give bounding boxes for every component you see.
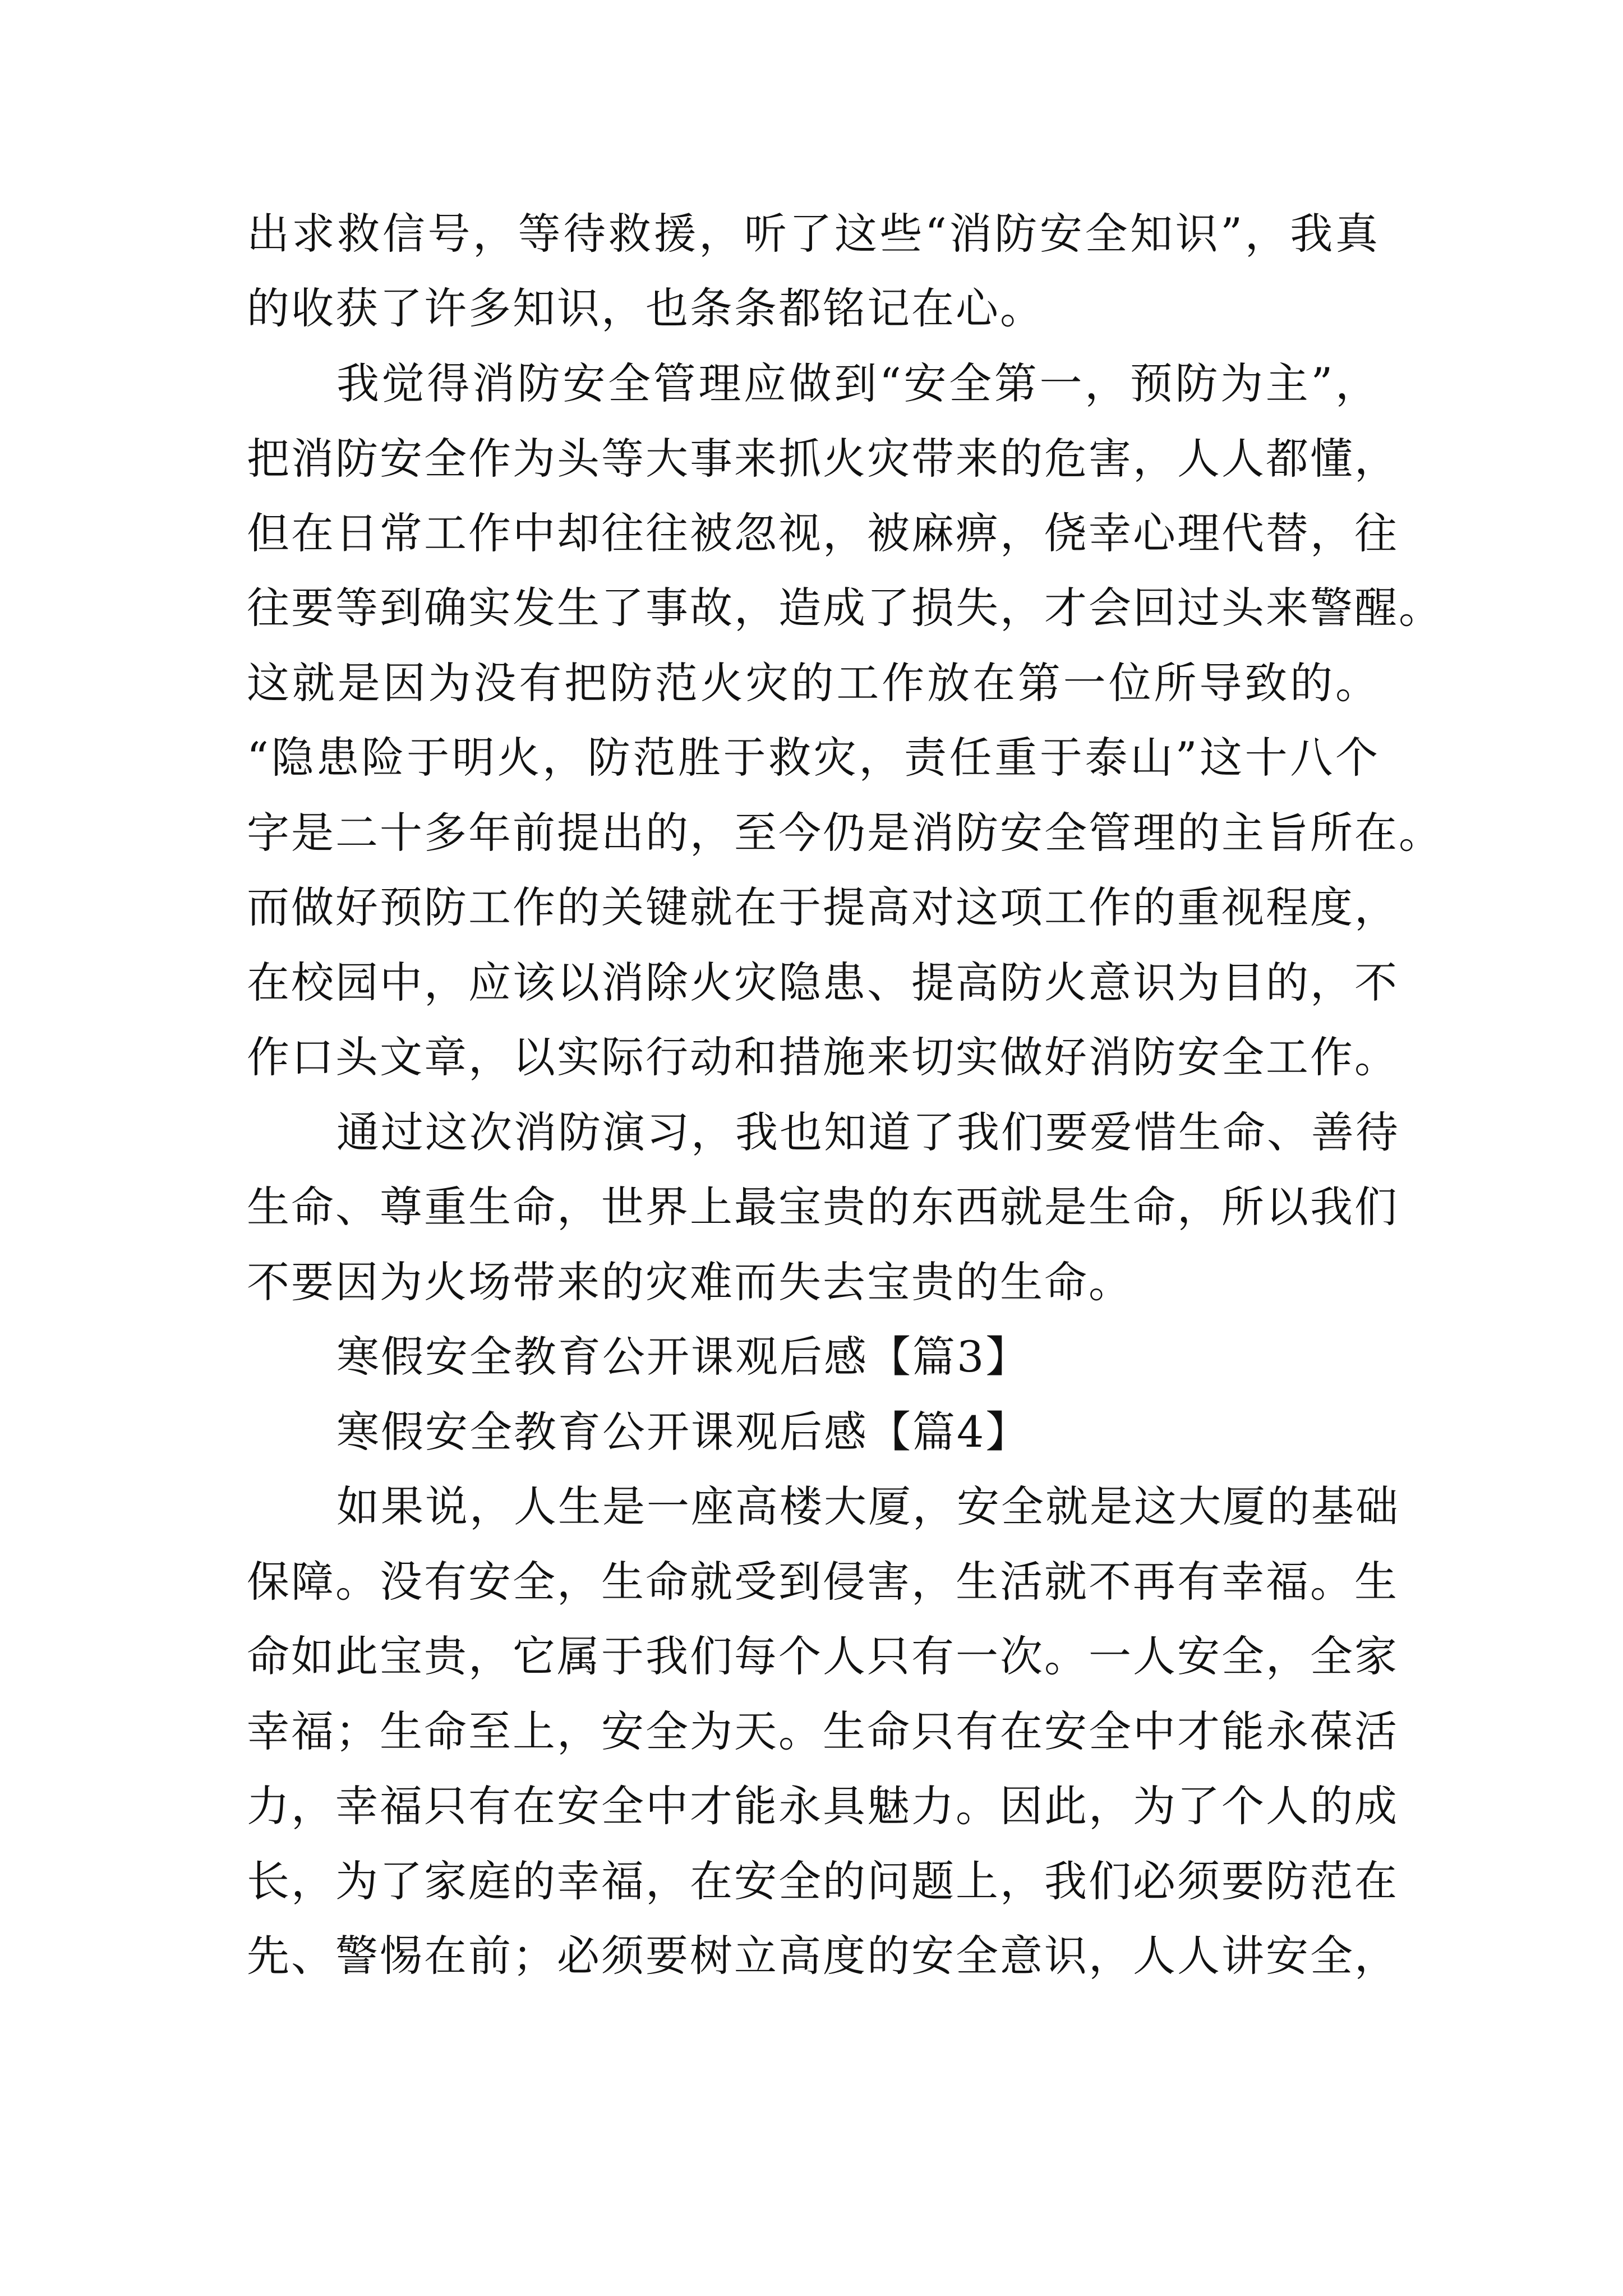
text-line: 不要因为火场带来的灾难而失去宝贵的生命。: [247, 1257, 1133, 1307]
text-line: 幸福；生命至上，安全为天。生命只有在安全中才能永葆活: [247, 1706, 1399, 1756]
section-heading: 寒假安全教育公开课观后感【篇4】: [336, 1407, 1030, 1457]
section-heading: 寒假安全教育公开课观后感【篇3】: [336, 1332, 1030, 1382]
text-line: 保障。没有安全，生命就受到侵害，生活就不再有幸福。生: [247, 1557, 1399, 1607]
text-line: 如果说，人生是一座高楼大厦，安全就是这大厦的基础: [336, 1481, 1400, 1531]
text-line: 往要等到确实发生了事故，造成了损失，才会回过头来警醒。: [247, 583, 1443, 633]
text-line: 把消防安全作为头等大事来抓火灾带来的危害，人人都懂，: [247, 434, 1399, 484]
text-line: 力，幸福只有在安全中才能永具魅力。因此，为了个人的成: [247, 1781, 1399, 1831]
text-line: 作口头文章，以实际行动和措施来切实做好消防安全工作。: [247, 1032, 1399, 1082]
text-line: “隐患险于明火，防范胜于救灾，责任重于泰山”这十八个: [247, 733, 1380, 783]
text-line: 我觉得消防安全管理应做到“安全第一，预防为主”，: [336, 358, 1380, 408]
text-line: 字是二十多年前提出的，至今仍是消防安全管理的主旨所在。: [247, 808, 1443, 858]
text-line: 长，为了家庭的幸福，在安全的问题上，我们必须要防范在: [247, 1856, 1399, 1906]
text-line: 出求救信号，等待救援，听了这些“消防安全知识”，我真: [247, 209, 1380, 259]
text-line: 先、警惕在前；必须要树立高度的安全意识，人人讲安全，: [247, 1931, 1399, 1981]
text-line: 这就是因为没有把防范火灾的工作放在第一位所导致的。: [247, 658, 1380, 708]
text-line: 生命、尊重生命，世界上最宝贵的东西就是生命，所以我们: [247, 1182, 1399, 1232]
text-line: 在校园中，应该以消除火灾隐患、提高防火意识为目的，不: [247, 958, 1399, 1007]
text-line: 而做好预防工作的关键就在于提高对这项工作的重视程度，: [247, 882, 1399, 932]
text-line: 的收获了许多知识，也条条都铭记在心。: [247, 283, 1044, 333]
text-line: 命如此宝贵，它属于我们每个人只有一次。一人安全，全家: [247, 1631, 1399, 1681]
text-line: 通过这次消防演习，我也知道了我们要爱惜生命、善待: [336, 1107, 1400, 1157]
text-line: 但在日常工作中却往往被忽视，被麻痹，侥幸心理代替，往: [247, 508, 1399, 558]
